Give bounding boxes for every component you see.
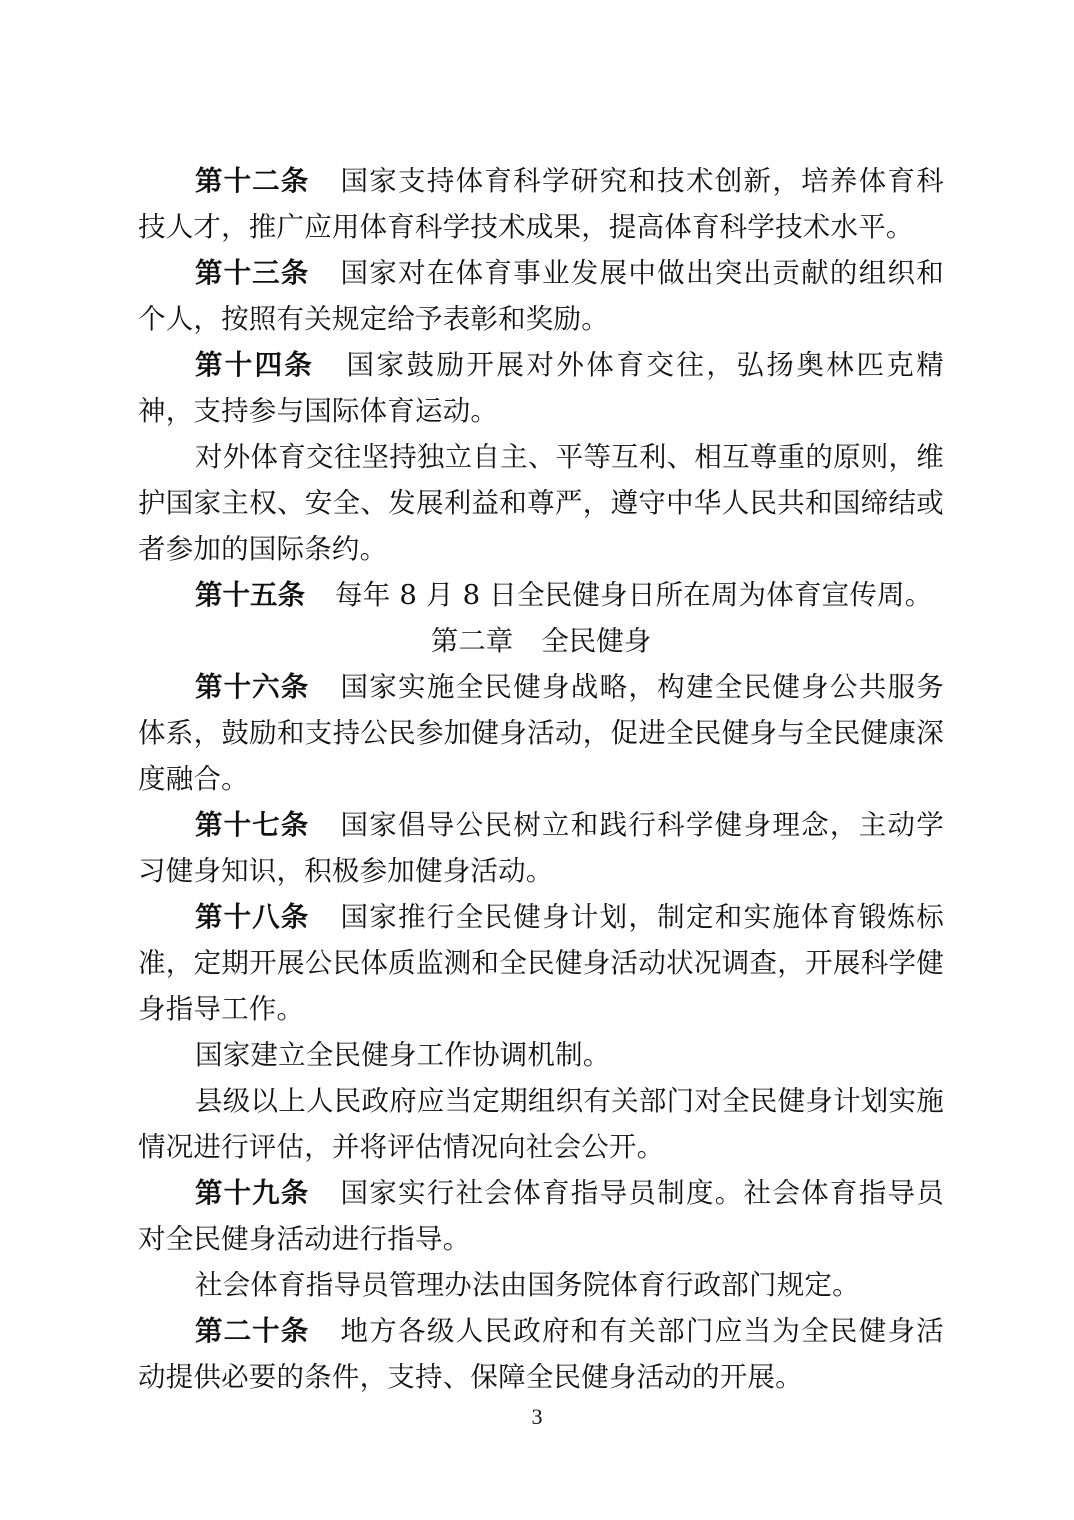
article-number: 第二十条 xyxy=(195,1315,310,1347)
chapter-number: 第二章 xyxy=(430,625,514,657)
article-number: 第十三条 xyxy=(195,257,310,289)
article-text: 国家鼓励开展对外体育交往，弘扬奥林匹克精神，支持参与国际体育运动。 xyxy=(138,349,945,427)
article-19-paragraph-2: 社会体育指导员管理办法由国务院体育行政部门规定。 xyxy=(195,1269,860,1301)
article-number: 第十八条 xyxy=(195,901,310,933)
article-text: 每年 8 月 8 日全民健身日所在周为体育宣传周。 xyxy=(335,579,933,611)
chapter-heading xyxy=(138,618,944,664)
article-text: 国家推行全民健身计划，制定和实施体育锻炼标准，定期开展公民体质监测和全民健身活动状况调查，开展科学健身指导工作。 xyxy=(138,901,945,1025)
article-14-paragraph-2: 对外体育交往坚持独立自主、平等互利、相互尊重的原则，维护国家主权、安全、发展利益和尊严，遵守中华人民共和国缔结或者参加的国际条约。 xyxy=(138,441,944,565)
article-number: 第十六条 xyxy=(195,671,310,703)
article-text: 国家对在体育事业发展中做出突出贡献的组织和个人，按照有关规定给予表彰和奖励。 xyxy=(138,257,945,335)
article-text: 地方各级人民政府和有关部门应当为全民健身活动提供必要的条件，支持、保障全民健身活动的开展。 xyxy=(138,1315,945,1393)
article-13 xyxy=(138,250,944,342)
article-17 xyxy=(138,802,944,894)
article-text: 国家支持体育科学研究和技术创新，培养体育科技人才，推广应用体育科学技术成果，提高体育科学技术水平。 xyxy=(138,165,945,243)
article-18 xyxy=(138,894,944,1032)
article-number: 第十四条 xyxy=(195,349,315,381)
article-12 xyxy=(138,158,944,250)
article-number: 第十九条 xyxy=(195,1177,310,1209)
article-15 xyxy=(138,572,944,618)
article-14 xyxy=(138,342,944,434)
article-number: 第十七条 xyxy=(195,809,310,841)
article-18-paragraph-3: 县级以上人民政府应当定期组织有关部门对全民健身计划实施情况进行评估，并将评估情况向社会公开。 xyxy=(138,1085,944,1163)
article-text: 国家实行社会体育指导员制度。社会体育指导员对全民健身活动进行指导。 xyxy=(138,1177,945,1255)
document-page xyxy=(138,158,944,1400)
article-text: 国家倡导公民树立和践行科学健身理念，主动学习健身知识，积极参加健身活动。 xyxy=(138,809,945,887)
article-18-paragraph-2: 国家建立全民健身工作协调机制。 xyxy=(195,1039,611,1071)
article-16 xyxy=(138,664,944,802)
article-19 xyxy=(138,1170,944,1262)
chapter-title: 全民健身 xyxy=(541,625,652,657)
article-number: 第十二条 xyxy=(195,165,310,197)
article-number: 第十五条 xyxy=(195,579,305,611)
article-20 xyxy=(138,1308,944,1400)
page-number: 3 xyxy=(531,1404,543,1429)
article-text: 国家实施全民健身战略，构建全民健身公共服务体系，鼓励和支持公民参加健身活动，促进全民健身与全民健康深度融合。 xyxy=(138,671,945,795)
